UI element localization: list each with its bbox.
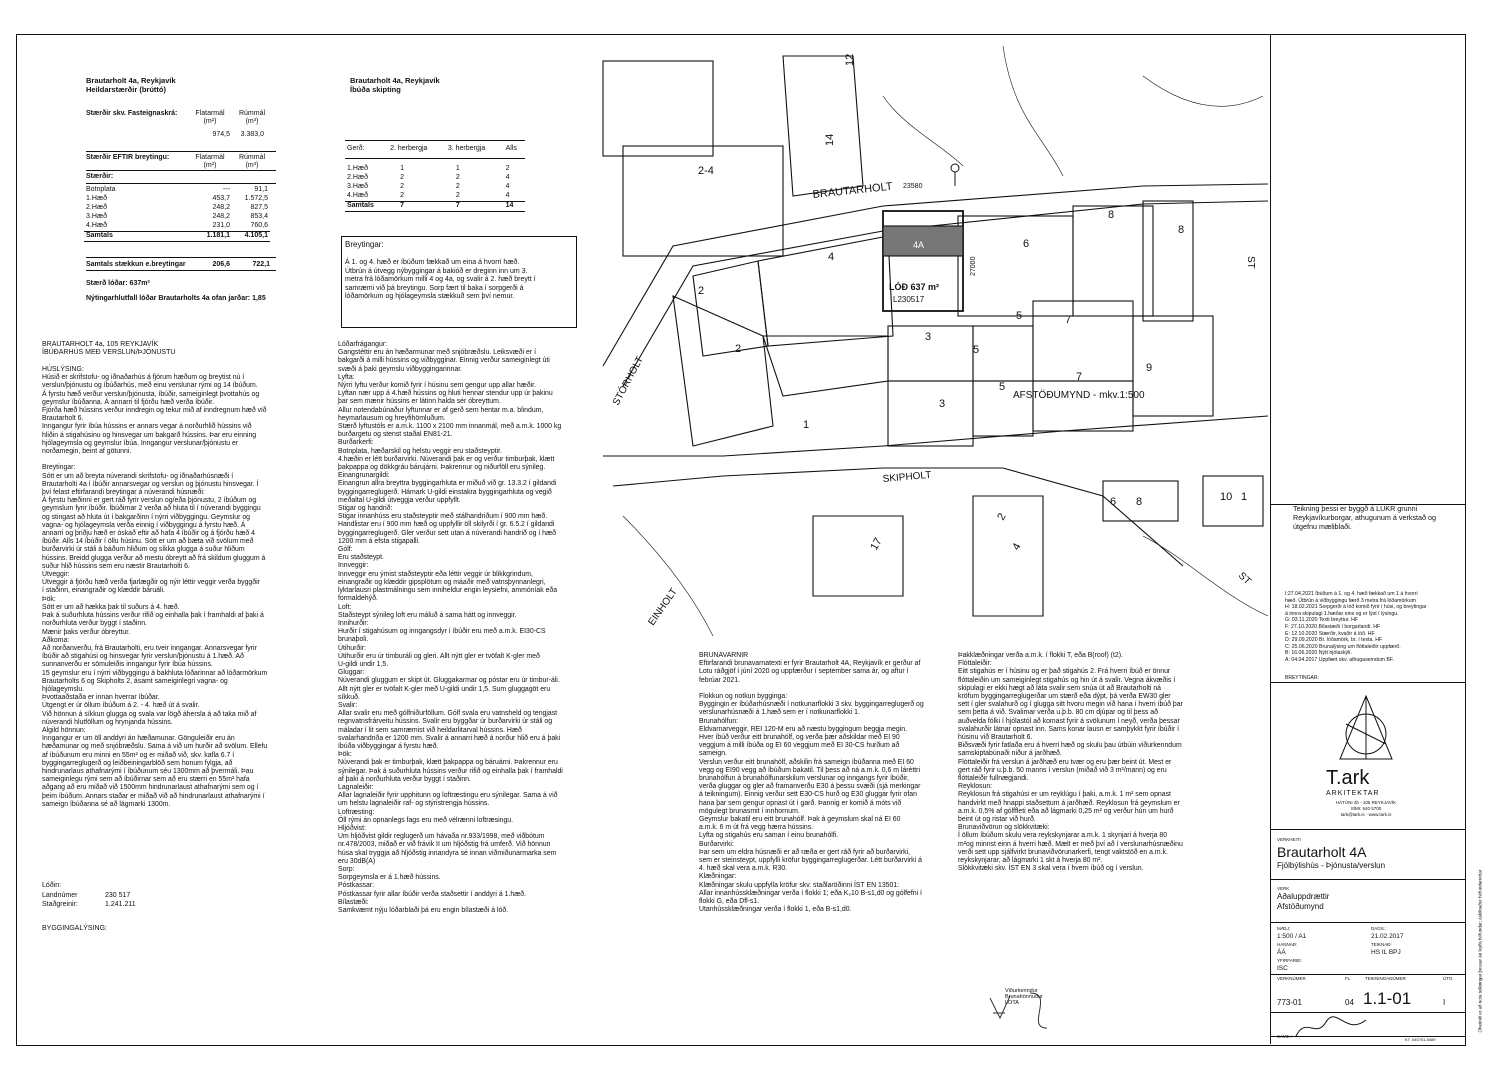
building-outline bbox=[693, 261, 768, 356]
firm-address: HÁTÚNI 2b - 105 REYKJAVÍK SÍMI: 540 5700 tark@tark.is - www.tark.is bbox=[1335, 800, 1397, 817]
divider bbox=[86, 183, 276, 184]
ibudir-subtitle: Íbúða skipting bbox=[350, 85, 401, 94]
building-outline bbox=[758, 236, 893, 346]
firm-sub: ARKITEKTAR bbox=[1326, 790, 1380, 797]
cell: 7 bbox=[455, 202, 460, 209]
cell: 2 bbox=[455, 192, 460, 199]
bldg-num: 3 bbox=[939, 398, 946, 410]
bldg-num: 5 bbox=[1016, 310, 1023, 322]
table-row-total bbox=[84, 232, 270, 242]
yfirfarid-value: ISC bbox=[1277, 965, 1288, 972]
teiknad-value: HS IL BPJ bbox=[1371, 949, 1401, 956]
drawing-title: Aðaluppdrættir Afstöðumynd bbox=[1277, 892, 1330, 911]
cell: 2 bbox=[400, 192, 404, 199]
side-note-text: Óheimilt er að nota teikningar þessar án leyfis höfundar; áskilnaður höfundarréttar bbox=[1477, 869, 1483, 1033]
table-row bbox=[84, 186, 270, 195]
building-outline bbox=[1033, 381, 1133, 431]
bldg-num: 10 bbox=[1220, 491, 1233, 503]
lodin-label: Lóðin: bbox=[42, 882, 62, 889]
hannad-label: HANNAÐ: bbox=[1277, 942, 1298, 947]
project-name: Brautarholt 4A bbox=[1277, 844, 1367, 860]
col-flat-header: Flatarmál (m²) bbox=[195, 110, 225, 126]
breytingar-label: BREYTINGAR: bbox=[1285, 675, 1319, 681]
bldg-num: 2 bbox=[995, 511, 1009, 523]
table-row bbox=[345, 174, 525, 183]
building-outline bbox=[973, 496, 1043, 616]
street-st-1: ST bbox=[1245, 256, 1256, 269]
bldg-num: 8 bbox=[1178, 224, 1185, 236]
fl-value: 04 bbox=[1345, 998, 1354, 1007]
divider bbox=[1271, 682, 1465, 683]
header-cell: Alls bbox=[505, 145, 517, 152]
lod-label: LÓÐ 637 m² bbox=[889, 282, 940, 292]
staekkun-label: Samtals stækkun e.breytingar bbox=[86, 261, 186, 268]
total-label: Samtals bbox=[86, 232, 113, 239]
afstodumynd-label: AFSTÖÐUMYND - mkv.1:500 bbox=[1013, 390, 1145, 401]
bldg-num: 9 bbox=[1146, 362, 1153, 374]
north-arrow-icon bbox=[951, 164, 959, 186]
dim-27000: 27000 bbox=[970, 256, 977, 276]
cell: 2 bbox=[400, 174, 404, 181]
row-name: Botnplata bbox=[86, 186, 116, 193]
yfirfarid-label: YFIRFARIÐ: bbox=[1277, 958, 1302, 963]
divider bbox=[86, 151, 276, 152]
verkheiti-label: VERKHEITI bbox=[1277, 837, 1301, 842]
bldg-num: 14 bbox=[824, 133, 836, 146]
fl-label: FL bbox=[1345, 976, 1351, 981]
col2-body: Lóðarfrágangur: Gangstéttir eru án hæðarmunar með snjóbræðslu. Leiksvæði er í bakgarði á milli hússins og viðbygginar. Einnig verður sameiginlegt úti svæði á þaki geymslu viðbyggingarinnar. Lyfta: Nýrri lyftu verður komið fyrir í húsinu sem gengur upp allar hæðir. Lyftan nær upp á 4.hæð hússins og hluti hennar stendur upp úr þakinu þar sem mænir hússins er látinn halda sér óbreyttum. Allur notendabúnaður lyftunnar er af gerð sem hentar m.a. blindum, heymarlausum og hreyfihömluðum. Stærð lyftustóls er a.m.k. 1100 x 2100 mm innanmál, með a.m.k. 1000 kg burðargetu og stenst staðal EN81-21. Burðarkerfi: Botnplata, hæðarskil og helstu veggir eru staðsteyptir. 4.hæðin er létt burðarvirki. Núverandi þak er og verður timburþak, klætt þakpappa og dökkgráu bárujárni. Þakrennur og niðurföll eru sýnileg. Einangrunargildi: Einangrun allra breyttra byggingarhluta er miðuð við gr. 13.3.2 í gildandi byggingarreglugerð. Hámark U-gildi einstakra byggingarhluta og vegið meðaltal U-gildi útveggja verður uppfyllt. Stigar og handrið: Stigar innanhúss eru staðsteyptir með stálhandriðum í 900 mm hæð. Handlistar eru í 900 mm hæð og uppfyllir öll skilyrði í gr. 6.5.2 í gildandi byggingarreglugerð. Gler verður sett utan á núverandi handrið og í hæð 1200 mm á efsta stigapalli. Gólf: Eru staðsteypt. Innveggir: Innveggir eru ýmist staðsteyptir eða léttir veggir úr blikkgrindum, einangraðir og klæddir gipsplötum og máaðir með vatnsþynnanlegri, lyktarlausri plastmálningu sem inniheldur engin leysiefni, ammóníak eða formaldehýð. Loft: Staðsteypt sýnileg loft eru máluð á sama hátt og innveggir. Innihurðir: Hurðir í stigahúsum og inngangsdyr í íbúðir eru með a.m.k. EI30-CS brunaþoli. Útihurðir: Útihurðir eru úr timburáli og gleri. Allt nýtt gler er tvöfalt K-gler með U-gildi undir 1,5. Gluggar: Núverandi gluggum er skipt út. Gluggakarmar og póstar eru úr timbur-áli. Allt nýtt gler er tvöfalt K-gler með U-gildi undir 1,5. Sum gluggagöt eru síkkuð. Svalir: Allar svalir eru með gólfniðurföllum. Gólf svala eru vatnsheld og tengjast regnvatnsfrárveitu hússins. Svalir eru byggðar úr burðarvirki úr stáli og máladar í lit sem samræmist við heildarlitarval hússins. Hæð svalarhandriða er 1200 mm. Svalir á annarri hæð á norður hlið eru á þaki íbúða viðbyggingar á fyrstu hæð. Þök: Núverandi þak er timburþak, klætt þakpappa og báruárni. Þakrennur eru sýnilegar. Þak á suðurhluta hússins verður rifið og einhalla þak í framhaldi af þaki á norðurhluta verður byggt í staðinn. Lagnaleiðir: Allar lagnaleiðir fyrir upphitunn og loftræstingu eru sýnilegar. Sama á við um helstu lagnaleiðir raf- og stýristrengja hússins. Loftræsting: Öll rými án opnanlegs fags eru með vélrænni loftræsingu. Hljóðvist: Um hljóðvist gildir reglugerð um hávaða nr.933/1998, með viðbótum nr.478/2003, miðað er við frávik II um hljóðstig frá umferð. Við hönnun húsa skal tryggja að hljóðstig innandyra sé innan viðmiðunarmarka sem eru 30dB(A) Sorp: Sorpgeymsla er á 1.hæð hússins. Póstkassar: Póstkassar fyrir allar íbúðir verða staðsettir í anddyri á 1.hæð. Bílastæði: Samkvæmt nýju lóðarblaði þá eru engin bílastæði á lóð. bbox=[338, 341, 563, 915]
teikn-label: TEIKNINGANÚMER bbox=[1365, 976, 1406, 981]
row-rum: 1.572,5 bbox=[244, 195, 268, 202]
bldg-num: 8 bbox=[1108, 209, 1115, 221]
contour-line bbox=[1143, 76, 1263, 106]
col4-body: Þakklæðningar verða a.m.k. í flokki T, eða B(roof) (t2). Flóttaleiðir: Eitt stigahús er í húsinu og er það stigahús 2. Frá hverri íbúð er önnur flóttaleiðin um sameiginlegt stigahús og hin út á svalir. Vegna ákvæðis í skipulagi er ekki hægt að láta svalir sem snúa út að Brautarholti ná kröfum byggingarreglugerðar um stærð eða dýpt, þá verða EW30 gler sett í gler svalahurð og í glugga sitt hvoru megin við hana í hverri íbúð þar sem þetta á við. Svalimar verða u.þ.b. 80 cm djúpar og til þess að auðvelda fólki í hjólastól að komast fyrir á svölunum í neyð, verða þessar svalahurðir látnar opnast inn. Sams konar lausn er samþykkt fyrir íbúðir í húsinu við Brautarholt 6. Biðsvæði fyrir fatlaða eru á hverri hæð og skulu þau útbúin viðurkenndum samskiptabúnaði niður á jarðhæð. Flóttaleiðir frá verslun á jarðhæð eru tvær og eru þær beint út. Mest er gert ráð fyrir u.þ.b. 50 manns í verslun (miðað við 3 m²/mann) og eru flóttaleiðir fullnægjandi. Reyklosun: Reyklosun frá stigahúsi er um reyklúgu í þaki, a.m.k. 1 m² sem opnast handvirkt með hnappi staðsettum á jarðhæð. Reyklosun frá geymslum er a.m.k. 0,5% af gólffleti eða að lágmarki 0,25 m² og verður hún um hurð beint út og ristar við hurð. Brunaviðvörun og slökkvitæki: Í öllum íbúðum skulu vera reykskynjarar a.m.k. 1 skynjari á hverja 80 m²og minnst einn á hverri hæð. Mælt er með því að í verslunarhúsnæðinu verði sett upp sjálfvirkt brunaviðvörunarkerfi, tengt vaktstöð en a.m.k. reykskynjarar, að lágmarki 1 skt á hverja 80 m². Slökkvitæki skv. ÍST EN 3 skal vera í hverri íbúð og í verslun. bbox=[958, 652, 1183, 873]
lot-code: 4A bbox=[913, 240, 925, 250]
divider bbox=[86, 270, 276, 271]
bldg-num: 7 bbox=[1065, 314, 1072, 326]
lod-size: Stærð lóðar: 637m² bbox=[86, 280, 150, 287]
row-rum: 827,5 bbox=[250, 204, 268, 211]
table-row bbox=[84, 195, 270, 204]
divider bbox=[86, 257, 276, 258]
table-header bbox=[345, 141, 525, 159]
row-flat: 248,2 bbox=[212, 213, 230, 220]
building-outline bbox=[1073, 206, 1153, 316]
row-flat: 231,0 bbox=[212, 222, 230, 229]
bldg-num: 5 bbox=[973, 344, 980, 356]
row-rum: 760,6 bbox=[250, 222, 268, 229]
bldg-num: 2 bbox=[698, 285, 705, 297]
divider bbox=[1271, 922, 1465, 923]
row-flat: 453,7 bbox=[212, 195, 230, 202]
map-labels bbox=[609, 54, 1256, 628]
cell: 2.Hæð bbox=[347, 174, 369, 181]
divider bbox=[86, 170, 276, 171]
revision-list: I:27.04.2021 Íbúðum á 1. og 4. hæð fækkað um 1 á hvorri hæð. Útbrún á viðbyggingu færð 3 metra frá lóðamörkum H: 18.02.2021 Sorpgerði á lóð komið fyrir í húsi, og breytingar á innra skipulagi 1.hæðar eins og er lýst í lýsingu. G: 03.11.2020 Texti breyttur. HF F: 27.10.2020 Bílastæði í borgarlandi. HF E: 12.10.2020 Stærðir, kvaðir á lóð. HF D: 29.09.2020 Br. lóðamörk, br. í texta. HF C: 25.06.2020 Brunalýsing um flóttaleiðir uppfærð. B: 16.06.2020 Nýtt hjólaskýli. A: 04.04.2017 Uppfært skv. athugasemdum BF. bbox=[1285, 591, 1427, 663]
cell: 4.Hæð bbox=[347, 192, 369, 199]
tark-logo-icon bbox=[1336, 694, 1396, 764]
contour-line bbox=[883, 96, 963, 166]
contour-line bbox=[1003, 46, 1063, 176]
summary-title: Brautarholt 4a, Reykjavík bbox=[86, 76, 176, 85]
kennitala: KT. 040751-5489 bbox=[1405, 1037, 1436, 1042]
cell: 7 bbox=[400, 202, 404, 209]
bldg-num: 3 bbox=[925, 331, 932, 343]
area-table bbox=[84, 186, 270, 242]
ibudir-title: Brautarholt 4a, Reykjavík bbox=[350, 76, 440, 85]
table-row bbox=[345, 159, 525, 175]
bldg-num: 5 bbox=[999, 381, 1006, 393]
cell: 4 bbox=[505, 192, 510, 199]
divider bbox=[1271, 1036, 1465, 1037]
mal-value: 1:500 / A1 bbox=[1277, 933, 1307, 940]
row-flat: --- bbox=[223, 186, 230, 193]
summary-subtitle: Heildarstærðir (brúttó) bbox=[86, 85, 167, 94]
street-brautarholt: BRAUTARHOLT bbox=[812, 180, 894, 201]
cell: 3.Hæð bbox=[347, 183, 369, 190]
site-plan-svg bbox=[583, 36, 1268, 636]
lnr-label: L230517 bbox=[893, 295, 925, 304]
cell: Samtals bbox=[347, 202, 374, 209]
divider bbox=[1271, 829, 1465, 830]
area-summary bbox=[86, 76, 286, 94]
building-outline bbox=[1203, 476, 1263, 526]
bldg-num: 6 bbox=[1110, 496, 1117, 508]
breytingar-box bbox=[341, 236, 577, 328]
road-edge bbox=[613, 476, 723, 486]
bldg-num: 4 bbox=[1010, 541, 1024, 553]
cell: 2 bbox=[455, 183, 460, 190]
building-outline bbox=[1033, 301, 1133, 381]
cell: 2 bbox=[400, 183, 404, 190]
drawing-number: 1.1-01 bbox=[1363, 989, 1412, 1008]
eftir-label: Stærðir EFTIR breytingu: bbox=[86, 154, 170, 161]
utg-label: ÚTG bbox=[1443, 976, 1453, 981]
building-outline bbox=[623, 146, 783, 256]
building-outline bbox=[813, 516, 903, 596]
col-rum-header: Rúmmál (m³) bbox=[238, 110, 266, 126]
street-einholt: EINHOLT bbox=[646, 586, 680, 628]
nytingarhlutfall: Nýtingarhlutfall lóðar Brautarholts 4a ofan jarðar: 1,85 bbox=[86, 295, 266, 302]
fast-flat: 974,5 bbox=[212, 131, 230, 138]
bldg-num: 4 bbox=[828, 251, 835, 263]
teiknad-label: TEIKNAÐ: bbox=[1371, 942, 1392, 947]
staekkun-rum: 722,1 bbox=[252, 261, 270, 268]
table-row bbox=[345, 183, 525, 192]
breytingar-title: Breytingar: bbox=[345, 240, 384, 249]
building-outline bbox=[888, 381, 973, 446]
header-cell: 2. herbergja bbox=[390, 145, 428, 152]
bldg-num: 1 bbox=[1241, 491, 1248, 503]
verknr-value: 773-01 bbox=[1277, 998, 1302, 1007]
stadgreinir-label: Staðgreinir: bbox=[42, 901, 78, 908]
street-skipholt: SKIPHOLT bbox=[882, 469, 932, 485]
table-row bbox=[84, 222, 270, 232]
total-rum: 4.105,1 bbox=[244, 232, 268, 239]
header-cell: Gerð: bbox=[347, 145, 365, 152]
building-outline bbox=[1133, 316, 1213, 416]
bldg-num: 1 bbox=[803, 419, 810, 431]
cell: 2 bbox=[455, 174, 460, 181]
row-rum: 853,4 bbox=[250, 213, 268, 220]
cell: 14 bbox=[505, 202, 514, 209]
row-name: 4.Hæð bbox=[86, 222, 108, 229]
header-cell: 3. herbergja bbox=[447, 145, 486, 152]
col3-body: BRUNAVARNIR Eftirfarandi brunavarnatexti er fyrir Brautarholt 4A, Reykjavík er gerður af Lotu ráðgjöf í júní 2020 og uppfærður í september sama ár, og aftur í febrúar 2021. Flokkun og notkun bygginga: Byggingin er íbúðarhúsnæði í notkunarflokki 3 skv. byggingarreglugerð og verslunarhúsnæði á 1.hæð sem er í notkunarflokki 1. Brunahólfun: Eldvarnarveggir, REI 120-M eru að næstu byggingum beggja megin. Hver íbúð verður eitt brunahólf, og verða þær aðskildar með EI 90 veggjum á milli íbúða og EI 60 veggjum með EI 30-CS hurðum að sameign. Verslun verður eitt brunahólf, aðskilin frá sameign íbúðanna með EI 60 vegg og EI90 vegg að íbúðum bakatil. Til þess að ná a.m.k. 0,6 m láréttri brunahólfun á brunahólfunarskilum verslunar og inngangs fyrir íbúðir, verða gluggar og gler að framanverðu E30 á þessu svæði (sjá merkingar á teikningum). Einnig verður sett E30-CS hurð og E30 gluggar fyrir ofan hana þar sem gengur opnast út í garð. Þannig er komið á móts við mögulegt brunasmit í innhornum. Geymslur bakatil eru eitt brunahólf. Þak á geymslum skal ná EI 60 a.m.k. 6 m út frá vegg hærra hússins. Lyfta og stigahús eru saman í einu brunahólfi. Burðarvirki: Þar sem um eldra húsnæði er að ræða er gert ráð fyrir að burðarvirki, sem er steinsteypt, uppfylli kröfur byggingarreglugerðar. Létt burðarvirki á 4. hæð skal vera a.m.k. R30. Klæðningar: Klæðningar skulu uppfylla kröfur skv. staðlaröðinni ÍST EN 13501: Allar innanhússklæðningar verða í flokki 1; eða K₂10 B-s1,d0 og gólfefni í flokki G, eða Dfl-s1. Utanhússklæðningar verða í flokki 1, eða B-s1,d0. bbox=[699, 652, 924, 914]
building-outline bbox=[1143, 201, 1193, 321]
table-row bbox=[84, 204, 270, 213]
building-outline bbox=[783, 53, 863, 196]
verknr-label: VERKNÚMER bbox=[1277, 976, 1306, 981]
divider bbox=[1271, 974, 1465, 975]
staekkun-flat: 206,6 bbox=[212, 261, 230, 268]
bldg-num: 17 bbox=[868, 535, 885, 553]
street-st-2: ST bbox=[1235, 570, 1253, 588]
samp-label: SAMÞ.: bbox=[1277, 1034, 1293, 1039]
dags-label: DAGS.: bbox=[1371, 926, 1387, 931]
ibudir-table bbox=[345, 140, 525, 212]
fast-rum: 3.383,0 bbox=[240, 131, 264, 138]
cell: 1.Hæð bbox=[347, 165, 369, 172]
stadgreinir: 1.241.211 bbox=[105, 901, 136, 908]
bldg-num: 2 bbox=[735, 343, 742, 355]
cell: 4 bbox=[505, 174, 510, 181]
lukr-note: Teikning þessi er byggð á LUKR grunni Reykjavíkurborgar, athugunum á verkstað og útgefnu mæliblaði. bbox=[1293, 504, 1437, 531]
title-block bbox=[1270, 34, 1465, 1044]
col1-body: HÚSLÝSING: Húsið er skrifstofu- og iðnaðarhús á fjórum hæðum og breytist nú í verslun/þjónustu og íbúðarhús, með einu verslunar rými og 14 íbúðum. Á fyrstu hæð verður verslun/þjónusta, íbúðir, sameiginlegt þvottahús og geymslur íbúðanna. Á annarri til fjórðu hæð verða íbúðir. Fjórða hæð hússins verður inndregin og tekur mið af inndregnum hæð við Brautarholt 6. Inngangur fyrir íbúa hússins er annars vegar á norðurhlið hússins við hliðin á stigahúsinu og hinsvegar um bakgarð hússins. Þar eru einning hjólageymsla og geymslur íbúa. Inngangur verslunar/þjónustu er norðamegin, beint af götunni. Breytingar: Sótt er um að breyta núverandi skrifstofu- og iðnaðarhúsnæði í Brautarholti 4a í íbúðir annarsvegar og verslun og þjónustu hinsvegar. Í því felast eftirfarandi breytingar á núverandi húsnæði: Á fyrstu hæðinni er gert ráð fyrir verslun og/eða þjónustu, 2 íbúðum og geymslum fyrir íbúðir. Íbúðirnar 2 verða að hluta til í núverandi byggingu og stingast að hluta út í bakgarðinn í nýrri viðbyggingu. Geymslur og vagna- og hjólageymsla verða einnig í viðbyggingu á fyrstu hæð. Á annarri og þriðju hæð er óskað eftir að hafa 4 íbúðir og á fjórðu hæð 4 íbúðir. Alls 14 íbúðir í öllu húsinu. Sótt er um að bæta við svölum með burðarvirki úr stáli á báðum hliðum og síkka glugga á suður hliðum hússins. Breidd glugga verður að mestu óbreytt að frá skildum gluggum á suður hlið hússins sem eru næstir Brautarholti 6. Útveggir: Útveggir á fjórðu hæð verða fjarlægðir og nýir léttir veggir verða byggðir í staðinn, einangraðir og klæddir báruáli. Þök: Sótt er um að hækka þak til suðurs á 4. hæð. Þak á suðurhluta hússins verður rifið og einhalla þak í framhaldi af þaki á norðurhluta verður byggt í staðinn. Mænir þaks verður óbreyttur. Aðkoma: Að norðanverðu, frá Brautarholti, eru tveir inngangar. Annarsvegar fyrir íbúðir að stigahúsi og hinsvegar fyrir verslun/þjónustu á 1.hæð. Að sunnanverðu er sömuleiðis inngangur fyrir íbúa hússins. 15 geymslur eru í nýrri viðbyggingu á bakhluta lóðarinnar að lóðarmörkum Brautarholts 6 og Skipholts 2, ásamt sameiginlegri vagna- og hjólageymslu. Þvottaaðstaða er innan hverrar íbúðar. Útgengt er úr öllum íbúðum á 2. - 4. hæð út á svalir. Við hönnun á síkkun glugga og svala var lögð áhersla á að taka mið af núverandi hlutföllum og hrynjanda hússins. Algild hönnun: Inngangur er um öll anddyri án hæðamunar. Gönguleiðir eru án hæðamunar og með snjóbræðslu. Sama á við um hurðir að svölum. Ellefu af íbúðunum eru minni en 55m² og er miðað við, skv. kafla 6.7 í byggingarreglugerð og leiðbeiningarblöð sem honum fylgja, að hindrunarlaus athafnarými í íbúðunum séu 1300mm að þvermáli. Þau sameiginlegu rými sem að íbúðirnar sem að eru stærri en 55m² hafa aðgang að eru miðað við 1500mm hindrunarlaust athafnarými sem og í þeim íbúðum. Annars staðar er miðað við að hindrunarlaust athafnarými í sameign íbúðanna sé að lágmarki 1300m. bbox=[42, 366, 268, 808]
dim-23580: 23580 bbox=[903, 183, 923, 190]
cell: 1 bbox=[455, 165, 460, 172]
col-rum-header-2: Rúmmál (m³) bbox=[238, 154, 266, 170]
side-note bbox=[1470, 560, 1490, 1040]
signature-icon bbox=[1291, 1014, 1371, 1042]
cell: 4 bbox=[505, 183, 510, 190]
street-storholt: STÓRHOLT bbox=[610, 354, 646, 408]
bldg-num: 7 bbox=[1076, 371, 1083, 383]
byggingalysing-label: BYGGINGALÝSING: bbox=[42, 925, 107, 932]
bldg-num: 12 bbox=[844, 53, 856, 66]
stadir-label: Stærðir: bbox=[86, 173, 114, 180]
stamp-text: Viðurkenndur Brunahönnuður LOTA bbox=[1005, 988, 1043, 1006]
road-edge bbox=[723, 468, 1183, 566]
breytingar-text: Á 1. og 4. hæð er íbúðum fækkað um eina á hvorri hæð. Útbrún á útvegg nýbyggingar á bakióð er dreginn inn um 3. metra frá lóðamörkum milli 4 og 4a, og svalir á 2. hæð breytt í samræmi við þá breytingu. Sorp fært til baka í sorpgerði á lóðamörkum og hjólageymsla stækkuð sem því nemur. bbox=[345, 259, 536, 301]
site-plan bbox=[583, 36, 1268, 636]
col-flat-header-2: Flatarmál (m²) bbox=[195, 154, 225, 170]
row-name: 2.Hæð bbox=[86, 204, 108, 211]
hannad-value: ÁÁ bbox=[1277, 949, 1286, 956]
bldg-num: 8 bbox=[1136, 496, 1143, 508]
bldg-num: 6 bbox=[1023, 238, 1030, 250]
contour-line bbox=[623, 516, 713, 636]
mal-label: MÆLI: bbox=[1277, 926, 1291, 931]
row-flat: 248,2 bbox=[212, 204, 230, 211]
landnumer: 230 517 bbox=[105, 892, 131, 899]
building-outline bbox=[973, 326, 1033, 381]
building-outline bbox=[603, 61, 713, 156]
bldg-num: 2-4 bbox=[698, 165, 714, 177]
fast-label-text: Stærðir skv. Fasteignaskrá: bbox=[86, 110, 178, 117]
table-row bbox=[84, 213, 270, 222]
table-row bbox=[345, 192, 525, 202]
building-outline bbox=[673, 296, 773, 446]
divider bbox=[1271, 1012, 1465, 1013]
col1-heading: BRAUTARHOLT 4a, 105 REYKJAVÍK ÍBÚÐARHÚS MEÐ VERSLUN/ÞJÓNUSTU bbox=[42, 341, 176, 357]
row-name: 3.Hæð bbox=[86, 213, 108, 220]
stamp bbox=[985, 988, 1060, 1033]
firm-name: T.ark bbox=[1326, 767, 1370, 789]
cell: 1 bbox=[400, 165, 404, 172]
cell: 2 bbox=[505, 165, 510, 172]
ibudir-header bbox=[350, 76, 440, 94]
dags-value: 21.02.2017 bbox=[1371, 933, 1404, 940]
row-rum: 91,1 bbox=[254, 186, 268, 193]
row-name: 1.Hæð bbox=[86, 195, 108, 202]
landnumer-label: Landnúmer bbox=[42, 892, 78, 899]
table-row-total bbox=[345, 202, 525, 212]
divider bbox=[1271, 879, 1465, 880]
total-flat: 1.181,1 bbox=[206, 232, 230, 239]
verk-label: VERK bbox=[1277, 886, 1290, 891]
utg-value: I bbox=[1443, 998, 1446, 1007]
project-subtitle: Fjölbýlishús - Þjónusta/verslun bbox=[1277, 861, 1386, 870]
